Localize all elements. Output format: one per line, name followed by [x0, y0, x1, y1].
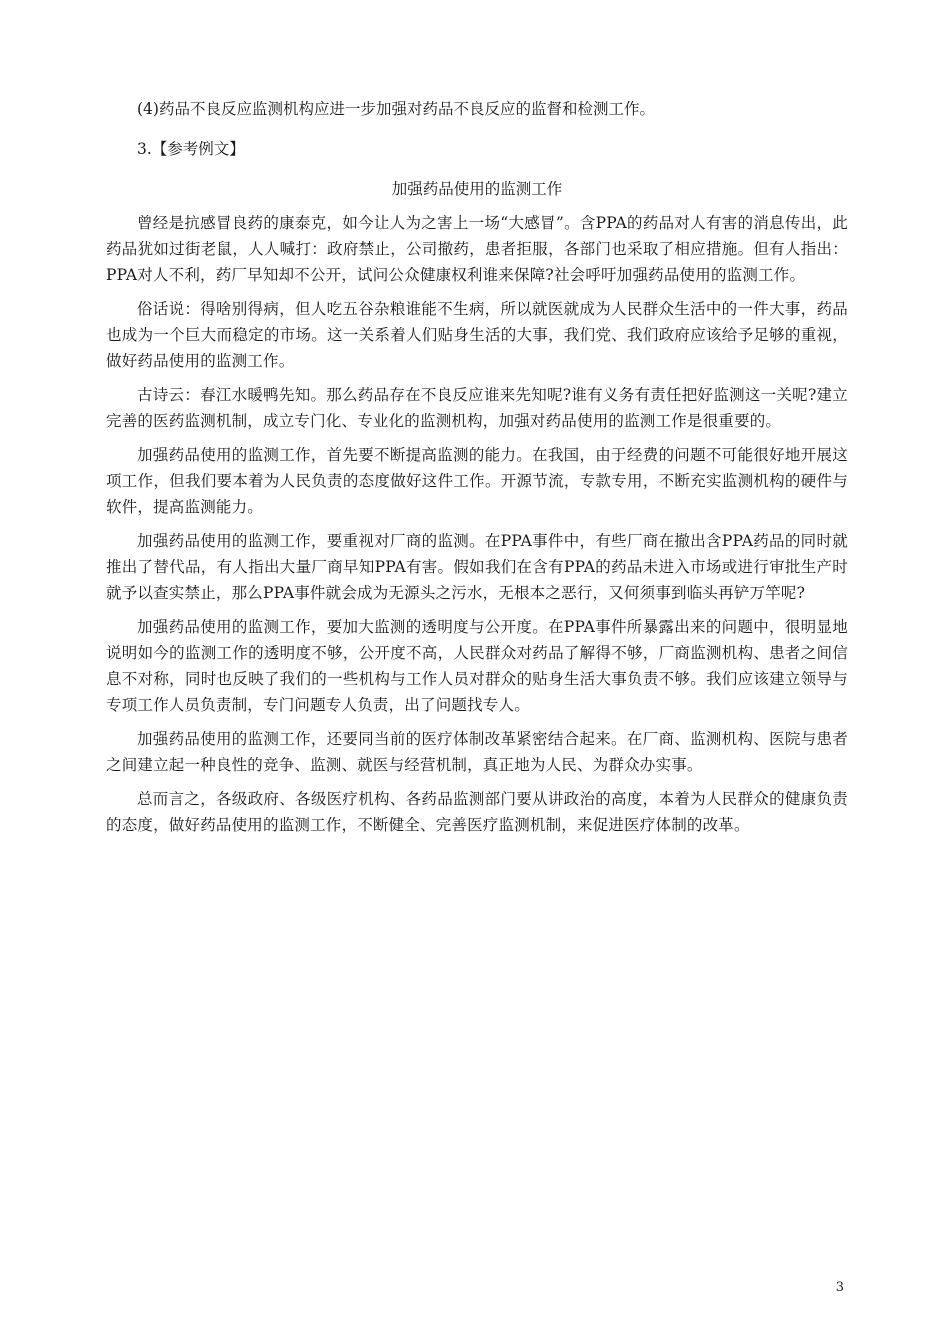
reference-essay-heading: 3.【参考例文】: [137, 140, 245, 158]
essay-paragraph-5: 加强药品使用的监测工作，要重视对厂商的监测。在PPA事件中，有些厂商在撤出含PPA药品的同时就推出了替代品，有人指出大量厂商早知PPA有害。假如我们在含有PPA的药品未进入市场或进行审批生产时就予以查实禁止，那么PPA事件就会成为无源头之污水，无根本之恶行，又何须事到临头再铲万竿呢?: [106, 532, 848, 602]
document-page: [106, 96, 848, 838]
essay-title: 加强药品使用的监测工作: [391, 180, 563, 198]
essay-paragraph-1: 曾经是抗感冒良药的康泰克，如今让人为之害上一场“大感冒”。含PPA的药品对人有害的消息传出，此药品犹如过街老鼠，人人喊打：政府禁止，公司撤药，患者拒服，各部门也采取了相应措施。但有人指出：PPA对人不利，药厂早知却不公开，试问公众健康权利谁来保障?社会呼吁加强药品使用的监测工作。: [106, 214, 848, 284]
essay-paragraph-3: 古诗云：春江水暖鸭先知。那么药品存在不良反应谁来先知呢?谁有义务有责任把好监测这一关呢?建立完善的医药监测机制，成立专门化、专业化的监测机构，加强对药品使用的监测工作是很重要的。: [106, 386, 848, 430]
essay-paragraph-7: 加强药品使用的监测工作，还要同当前的医疗体制改革紧密结合起来。在厂商、监测机构、医院与患者之间建立起一种良性的竞争、监测、就医与经营机制，真正地为人民、为群众办实事。: [106, 730, 848, 774]
essay-paragraph-4: 加强药品使用的监测工作，首先要不断提高监测的能力。在我国，由于经费的问题不可能很好地开展这项工作，但我们要本着为人民负责的态度做好这件工作。开源节流，专款专用，不断充实监测机构的硬件与软件，提高监测能力。: [106, 446, 848, 516]
answer-item-4: (4)药品不良反应监测机构应进一步加强对药品不良反应的监督和检测工作。: [137, 100, 655, 118]
page-number: 3: [835, 1280, 844, 1295]
essay-paragraph-8: 总而言之，各级政府、各级医疗机构、各药品监测部门要从讲政治的高度，本着为人民群众的健康负责的态度，做好药品使用的监测工作，不断健全、完善医疗监测机制，来促进医疗体制的改革。: [106, 790, 848, 834]
essay-paragraph-6: 加强药品使用的监测工作，要加大监测的透明度与公开度。在PPA事件所暴露出来的问题中，很明显地说明如今的监测工作的透明度不够，公开度不高，人民群众对药品了解得不够，厂商监测机构、患者之间信息不对称，同时也反映了我们的一些机构与工作人员对群众的贴身生活大事负责不够。我们应该建立领导与专项工作人员负责制，专门问题专人负责，出了问题找专人。: [106, 618, 848, 714]
essay-paragraph-2: 俗话说：得啥别得病，但人吃五谷杂粮谁能不生病，所以就医就成为人民群众生活中的一件大事，药品也成为一个巨大而稳定的市场。这一关系着人们贴身生活的大事，我们党、我们政府应该给予足够的重视，做好药品使用的监测工作。: [106, 300, 848, 370]
